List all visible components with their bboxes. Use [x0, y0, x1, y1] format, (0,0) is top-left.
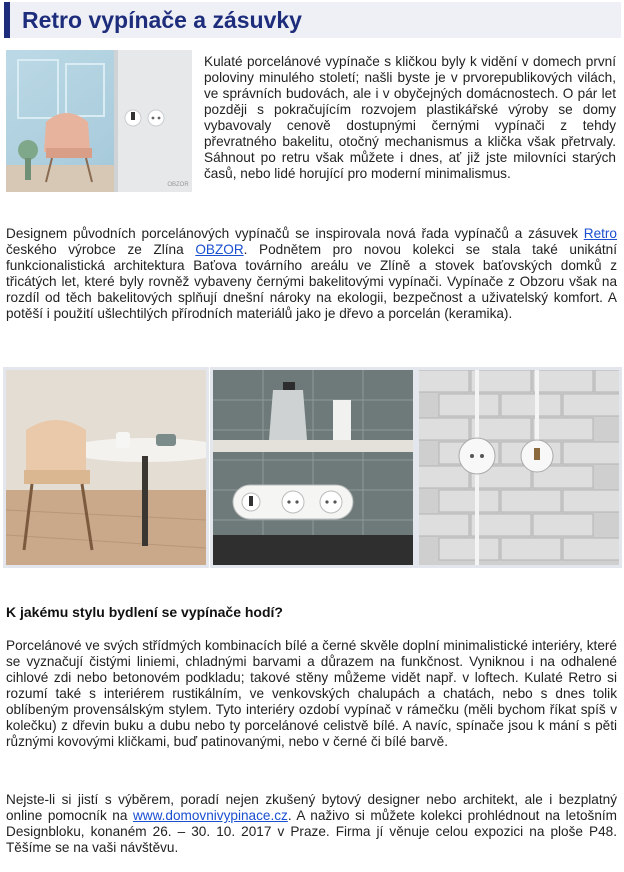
obzor-link[interactable]: OBZOR	[195, 242, 244, 257]
intro-photo	[6, 50, 192, 192]
design-text-1: Designem původních porcelánových vypínačů se inspirovala nová řada vypínačů a zásuvek	[6, 226, 584, 241]
gallery-photo-brick-wall	[419, 370, 619, 565]
design-paragraph	[6, 226, 617, 322]
style-heading: K jakému stylu bydlení se vypínače hodí?	[6, 604, 283, 620]
retro-link[interactable]: Retro	[583, 226, 617, 241]
gallery-photo-dining	[6, 370, 206, 565]
gallery-photo-kitchen	[213, 370, 413, 565]
closing-text-1: Nejste-li si jistí s výběrem, poradí nejen zkušený bytový designer nebo architekt, ale i bezplatný online pomocník na	[6, 792, 617, 823]
style-paragraph: Porcelánové ve svých střídmých kombinacích bílé a černé skvěle doplní minimalistické interiéry, které se vyznačují čistými liniemi, chladnými barvami a důrazem na funkčnost. Vyniknou i na odhalené cihlové zdi nebo betonovém podkladu; takové stěny můžeme vidět např. v loftech. Kulaté Retro si rozumí také s interiérem rustikálním, ve venkovských chalupách a chatách, nebo s dnes tolik oblíbeným provensálským stylem. Tyto interiéry ozdobí vypínač v rámečku (měli bychom říkat spíš v kolečku) z dřevin buku a dubu nebo ty porcelánové celistvě bílé. A navíc, spínače jsou k mání s pěti různými kovovými kličkami, buď patinovanými, nebo v černé či bílé barvě.	[6, 638, 617, 749]
page-title: Retro vypínače a zásuvky	[22, 7, 302, 33]
design-text-2: českého výrobce ze Zlína	[6, 242, 196, 257]
domovnivypinace-link[interactable]: www.domovnivypinace.cz	[132, 808, 288, 823]
obzor-logo: OBZOR	[167, 182, 189, 188]
title-bar	[4, 2, 621, 38]
closing-paragraph	[6, 792, 617, 856]
closing-text-2: . A naživo si můžete kolekci prohlédnout na letošním Designbloku, konaném 26. – 30. 10. 2017 v Praze. Firma jí věnuje celou expozici na ploše P48. Těšíme se na vaši návštěvu.	[6, 808, 617, 855]
design-text-3: . Podnětem pro novou kolekci se stala také unikátní funkcionalistická architektura Baťova továrního areálu ve Zlíně a stovek baťovských domků z třicátých let, které byly rovněž vybaveny černými bakelitovými vypínači. Vypínače z Obzoru však na rozdíl od těch bakelitových splňují dnešní nároky na ekologii, bezpečnost a uživatelský komfort. A potěší i použití ušlechtilých přírodních materiálů jako je dřevo a porcelán (keramika).	[6, 242, 617, 321]
intro-paragraph: Kulaté porcelánové vypínače s kličkou byly k vidění v domech první poloviny minulého století; našli byste je v prvorepublikových vilách, ve správních budovách, ale i v obyčejných domácnostech. O pár let později s pokračujícím rozvojem plastikářské výroby se domy vybavovaly cenově dostupnými černými vypínači z tehdy převratného bakelitu, otočný mechanismus a klička však přetrvaly. Sáhnout po retru však můžete i dnes, ať již jste milovníci starých časů, nebo lidé horující pro moderní minimalismus.	[204, 54, 616, 181]
